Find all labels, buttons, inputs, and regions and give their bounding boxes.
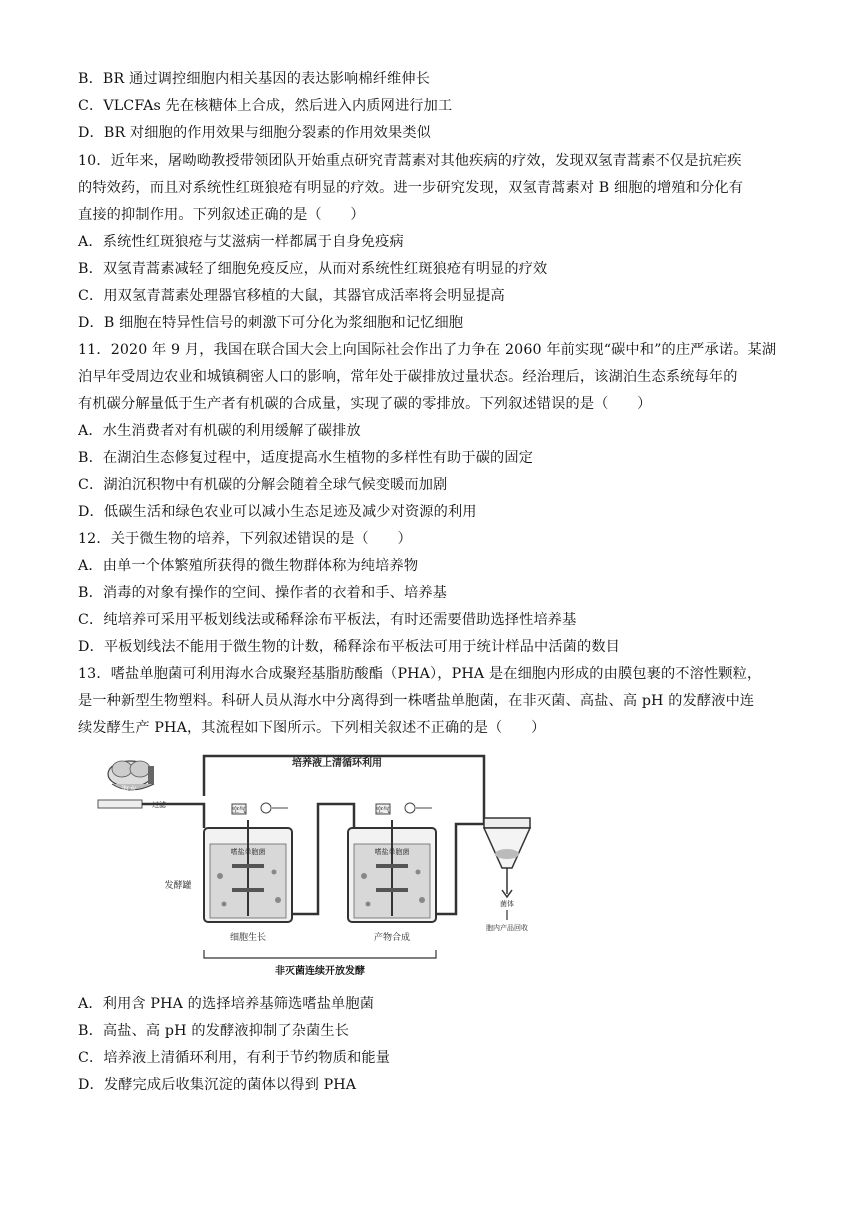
settling-cone [484,818,530,897]
fermenter-tank-1 [204,803,292,922]
sediment-label: 菌体 [500,900,514,908]
open-fermentation-label: 非灭菌连续开放发酵 [275,966,365,977]
q9-option-b: B．BR 通过调控细胞内相关基因的表达影响棉纤维伸长 [78,71,431,87]
tank1-inner-label: 嗜盐单胞菌 [230,848,266,856]
tank1-air-label: 空气 [232,806,246,814]
q10-option-a: A．系统性红斑狼疮与艾滋病一样都属于自身免疫病 [78,234,404,250]
q12-option-c: C．纯培养可采用平板划线法或稀释涂布平板法，有时还需要借助选择性培养基 [78,612,577,628]
tank2-air-label: 空气 [376,806,390,814]
recycle-label: 培养液上清循环利用 [292,758,382,769]
q12-option-a: A．由单一个体繁殖所获得的微生物群体称为纯培养物 [78,558,419,574]
q11-option-b: B．在湖泊生态修复过程中，适度提高水生植物的多样性有助于碳的固定 [78,450,534,466]
q10-stem-line-3: 直接的抑制作用。下列叙述正确的是（ ） [78,207,365,223]
seawater-label: 海水 [121,785,137,794]
q13-option-d: D．发酵完成后收集沉淀的菌体以得到 PHA [78,1077,357,1093]
q11-option-d: D．低碳生活和绿色农业可以减小生态足迹及减少对资源的利用 [78,504,477,520]
tank1-caption: 细胞生长 [229,933,267,943]
q9-option-d: D．BR 对细胞的作用效果与细胞分裂素的作用效果类似 [78,125,432,141]
q10-stem-line-2: 的特效药，而且对系统性红斑狼疮有明显的疗效。进一步研究发现，双氢青蒿素对 B 细胞的增殖和分化有 [78,180,744,196]
tank2-inner-label: 嗜盐单胞菌 [374,848,410,856]
q10-option-d: D．B 细胞在特异性信号的刺激下可分化为浆细胞和记忆细胞 [78,315,464,331]
q13-stem-line-1: 13．嗜盐单胞菌可利用海水合成聚羟基脂肪酸酯（PHA），PHA 是在细胞内形成的由膜包裹的不溶性颗粒， [78,666,762,682]
q11-option-c: C．湖泊沉积物中有机碳的分解会随着全球气候变暖而加剧 [78,477,448,493]
q13-stem-line-3: 续发酵生产 PHA，其流程如下图所示。下列相关叙述不正确的是（ ） [78,720,546,736]
tank2-caption: 产物合成 [373,933,411,943]
q13-option-a: A．利用含 PHA 的选择培养基筛选嗜盐单胞菌 [78,996,375,1012]
q11-option-a: A．水生消费者对有机碳的利用缓解了碳排放 [78,423,361,439]
q9-option-c: C．VLCFAs 先在核糖体上合成，然后进入内质网进行加工 [78,98,453,114]
filter-label: 过滤 [152,801,166,809]
q13-stem-line-2: 是一种新型生物塑料。科研人员从海水中分离得到一株嗜盐单胞菌，在非灭菌、高盐、高 pH 的发酵液中连 [78,693,755,709]
q10-option-c: C．用双氢青蒿素处理器官移植的大鼠，其器官成活率将会明显提高 [78,288,505,304]
q12-option-b: B．消毒的对象有操作的空间、操作者的衣着和手、培养基 [78,585,448,601]
q11-stem-line-2: 泊早年受周边农业和城镇稠密人口的影响，常年处于碳排放过量状态。经治理后，该湖泊生态系统每年的 [78,369,738,385]
product-label: 胞内产品回收 [486,924,528,932]
q13-option-b: B．高盐、高 pH 的发酵液抑制了杂菌生长 [78,1023,350,1039]
q10-option-b: B．双氢青蒿素减轻了细胞免疫反应，从而对系统性红斑狼疮有明显的疗效 [78,261,548,277]
q13-option-c: C．培养液上清循环利用，有利于节约物质和能量 [78,1050,391,1066]
q12-stem: 12．关于微生物的培养，下列叙述错误的是（ ） [78,531,412,547]
fermenter-tank-2 [348,803,436,922]
q10-stem-line-1: 10．近年来，屠呦呦教授带领团队开始重点研究青蒿素对其他疾病的疗效，发现双氢青蒿素不仅是抗疟疾 [78,153,742,169]
fermenter-label: 发酵罐 [164,881,192,891]
q12-option-d: D．平板划线法不能用于微生物的计数，稀释涂布平板法可用于统计样品中活菌的数目 [78,639,621,655]
q11-stem-line-1: 11．2020 年 9 月，我国在联合国大会上向国际社会作出了力争在 2060 年前实现“碳中和”的庄严承诺。某湖 [78,342,777,358]
pha-fermentation-diagram [92,744,532,984]
q11-stem-line-3: 有机碳分解量低于生产者有机碳的合成量，实现了碳的零排放。下列叙述错误的是（ ） [78,396,652,412]
